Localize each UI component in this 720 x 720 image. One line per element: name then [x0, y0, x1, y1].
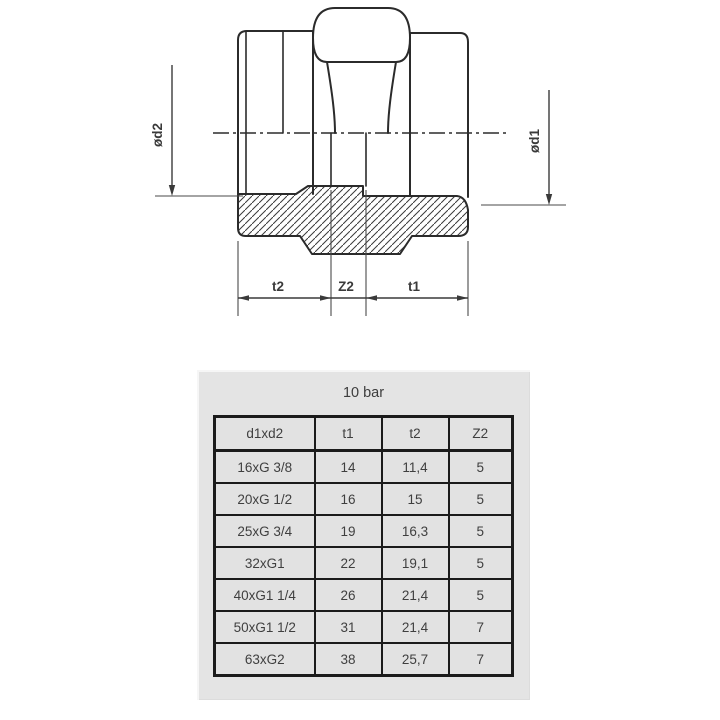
- cell-t1: 16: [315, 483, 382, 515]
- spec-table-panel: [197, 370, 530, 700]
- dim-label-t1: t1: [407, 279, 421, 294]
- cell-size: 16xG 3/8: [215, 451, 315, 484]
- cell-t1: 14: [315, 451, 382, 484]
- dim-label-d2: ød2: [150, 122, 165, 148]
- hex-nut-outline: [313, 8, 410, 62]
- dim-label-z2: Z2: [338, 279, 354, 294]
- col-header-t1: t1: [315, 417, 382, 451]
- cell-t1: 38: [315, 643, 382, 676]
- cell-t1: 19: [315, 515, 382, 547]
- dimensions-table: [213, 415, 514, 677]
- cell-z2: 5: [449, 547, 513, 579]
- pressure-rating-title: 10 bar: [342, 385, 385, 401]
- cell-z2: 5: [449, 451, 513, 484]
- dim-label-t2: t2: [271, 279, 285, 294]
- cell-t2: 19,1: [382, 547, 449, 579]
- table-header-row: [215, 417, 513, 451]
- cell-t2: 25,7: [382, 643, 449, 676]
- table-row: [215, 483, 513, 515]
- cell-z2: 5: [449, 579, 513, 611]
- table-row: [215, 643, 513, 676]
- cell-t2: 16,3: [382, 515, 449, 547]
- cell-size: 40xG1 1/4: [215, 579, 315, 611]
- dim-label-d1: ød1: [527, 128, 542, 154]
- table-row: [215, 515, 513, 547]
- table-row: [215, 611, 513, 643]
- cell-t2: 11,4: [382, 451, 449, 484]
- cell-size: 32xG1: [215, 547, 315, 579]
- cell-t1: 31: [315, 611, 382, 643]
- cell-t2: 15: [382, 483, 449, 515]
- table-row: [215, 547, 513, 579]
- fitting-technical-drawing: [0, 0, 720, 345]
- section-hatch: [238, 186, 468, 254]
- col-header-t2: t2: [382, 417, 449, 451]
- fitting-outline: [238, 8, 468, 197]
- cell-z2: 5: [449, 483, 513, 515]
- col-header-z2: Z2: [449, 417, 513, 451]
- cell-size: 63xG2: [215, 643, 315, 676]
- cell-size: 50xG1 1/2: [215, 611, 315, 643]
- table-row: [215, 451, 513, 484]
- cell-z2: 7: [449, 611, 513, 643]
- cell-size: 25xG 3/4: [215, 515, 315, 547]
- cell-t2: 21,4: [382, 579, 449, 611]
- cell-t1: 26: [315, 579, 382, 611]
- dimension-lines: [172, 65, 549, 298]
- cell-t1: 22: [315, 547, 382, 579]
- table-row: [215, 579, 513, 611]
- cell-z2: 5: [449, 515, 513, 547]
- cell-z2: 7: [449, 643, 513, 676]
- col-header-d1xd2: d1xd2: [215, 417, 315, 451]
- cell-t2: 21,4: [382, 611, 449, 643]
- cell-size: 20xG 1/2: [215, 483, 315, 515]
